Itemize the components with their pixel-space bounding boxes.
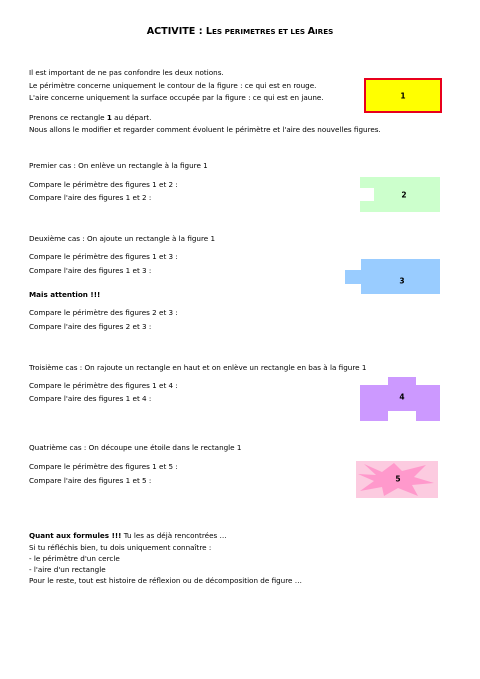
intro-line-4-a: Prenons ce rectangle	[29, 113, 107, 122]
case2-question-1: Compare le périmètre des figures 1 et 3 :	[29, 252, 178, 261]
figure-2-label: 2	[401, 190, 407, 200]
case2-question-4: Compare l'aire des figures 2 et 3 :	[29, 322, 152, 331]
formulas-line-4: Pour le reste, tout est histoire de réflexion ou de décomposition de figure …	[29, 576, 302, 585]
figure-5-shape	[356, 461, 438, 498]
formulas-line-3: - l'aire d'un rectangle	[29, 565, 106, 574]
case2-question-3: Compare le périmètre des figures 2 et 3 :	[29, 308, 178, 317]
intro-line-1: Il est important de ne pas confondre les deux notions.	[29, 68, 224, 77]
figure-4-label: 4	[399, 392, 405, 402]
title-word-1: ES PERIMETRES ET LES	[212, 27, 308, 36]
case3-question-1: Compare le périmètre des figures 1 et 4 :	[29, 381, 178, 390]
case4-question-2: Compare l'aire des figures 1 et 5 :	[29, 476, 152, 485]
case2-heading: Deuxième cas : On ajoute un rectangle à la figure 1	[29, 234, 216, 243]
title-prefix: ACTIVITE :	[146, 26, 206, 37]
formulas-heading: Quant aux formules !!!	[29, 531, 122, 540]
figure-3-label: 3	[399, 276, 405, 286]
case3-question-2: Compare l'aire des figures 1 et 4 :	[29, 394, 152, 403]
figure-1-label: 1	[400, 90, 406, 100]
formulas-line-2: - le périmètre d'un cercle	[29, 554, 120, 563]
intro-line-4-b: 1	[106, 113, 112, 122]
intro-line-4-c: au départ.	[111, 113, 152, 122]
case3-heading: Troisième cas : On rajoute un rectangle en haut et on enlève un rectangle en bas à la figure 1	[29, 363, 367, 372]
figure-3-shape	[345, 259, 440, 294]
formulas-heading-rest: Tu les as déjà rencontrées …	[121, 531, 227, 540]
page-title	[0, 27, 480, 37]
figure-5-label: 5	[395, 474, 401, 484]
figure-1-rectangle	[364, 78, 442, 113]
case2-question-2: Compare l'aire des figures 1 et 3 :	[29, 266, 152, 275]
case1-question-2: Compare l'aire des figures 1 et 2 :	[29, 193, 152, 202]
intro-line-2: Le périmètre concerne uniquement le contour de la figure : ce qui est en rouge.	[29, 81, 317, 90]
title-word-2: IRES	[315, 27, 334, 36]
formulas-heading-line	[29, 532, 227, 539]
case1-heading: Premier cas : On enlève un rectangle à la figure 1	[29, 161, 208, 170]
formulas-line-1: Si tu réfléchis bien, tu dois uniquement connaître :	[29, 543, 212, 552]
case1-question-1: Compare le périmètre des figures 1 et 2 :	[29, 180, 178, 189]
case2-attention: Mais attention !!!	[29, 290, 101, 299]
intro-line-4	[29, 114, 151, 121]
case4-question-1: Compare le périmètre des figures 1 et 5 :	[29, 462, 178, 471]
case4-heading: Quatrième cas : On découpe une étoile dans le rectangle 1	[29, 443, 242, 452]
title-initial-a: A	[307, 26, 315, 37]
intro-line-5: Nous allons le modifier et regarder comment évoluent le périmètre et l'aire des nouvelles figures.	[29, 125, 381, 134]
intro-line-3: L'aire concerne uniquement la surface occupée par la figure : ce qui est en jaune.	[29, 93, 324, 102]
figure-2-shape	[360, 177, 440, 212]
title-initial-l: L	[205, 26, 213, 37]
figure-4-shape	[360, 377, 440, 421]
